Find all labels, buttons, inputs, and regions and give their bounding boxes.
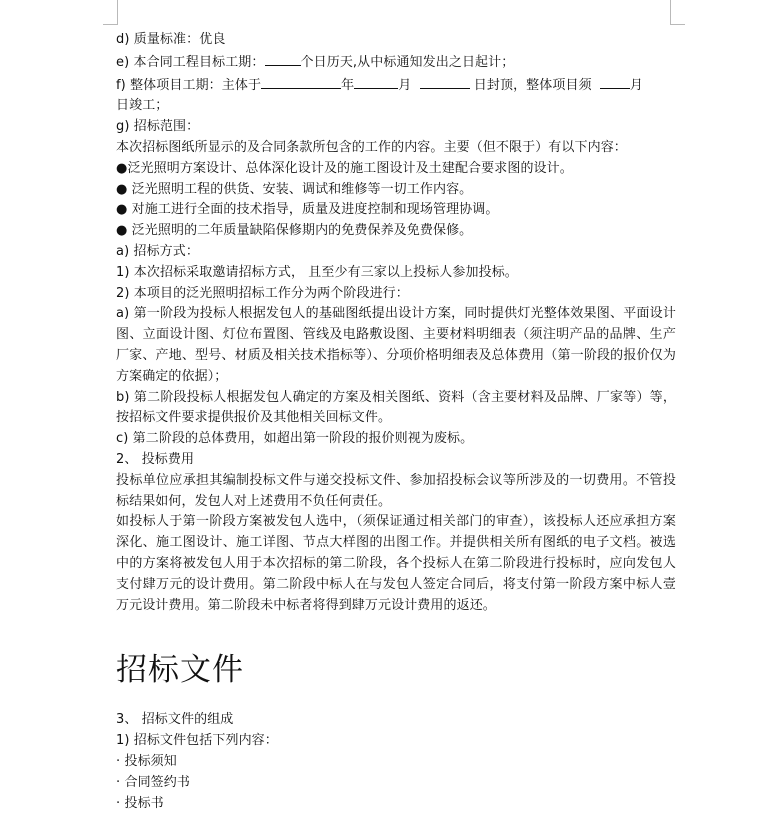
scope-item-1: ●泛光照明方案设计、总体深化设计及的施工图设计及土建配合要求图的设计。 [116,160,573,176]
document-body[interactable] [116,30,676,814]
page-corner-mark-right [670,0,685,25]
method-item-2: 2) 本项目的泛光照明招标工作分为两个阶段进行： [116,285,409,301]
contract-period-label: e) 本合同工程目标工期： [116,54,265,70]
scope-title: g) 招标范围： [116,119,200,135]
composition-title: 3、 招标文件的组成 [116,712,234,728]
stage-c-line: c) 第二阶段的总体费用，如超出第一阶段的报价则视为废标。 [116,431,474,447]
blank-underline [354,74,398,89]
overall-period-end: 日竣工； [116,98,169,114]
scope-item-3: ● 对施工进行全面的技术指导，质量及进度控制和现场管理协调。 [116,202,499,218]
composition-item-1: · 投标须知 [116,753,177,769]
composition-item-3: · 投标书 [116,795,164,811]
scope-item-4: ● 泛光照明的二年质量缺陷保修期内的免费保养及免费保修。 [116,223,473,239]
blank-underline [265,51,301,66]
method-item-1: 1) 本次招标采取邀请招标方式， 且至少有三家以上投标人参加投标。 [116,264,518,280]
scope-intro: 本次招标图纸所显示的及合同条款所包含的工作的内容。主要（但不限于）有以下内容： [116,139,627,155]
topping-label: 日封顶，整体项目须 [473,77,592,93]
method-title: a) 招标方式： [116,243,199,259]
design-fee-paragraph: 如投标人于第一阶段方案被发包人选中，（须保证通过相关部门的审查），该投标人还应承担方案深化、施工图设计、施工详图、节点大样图的出图工作。并提供相关所有图纸的电子文档。被选中的方案将被发包人用于本次招标的第二阶段，各个投标人在第二阶段进行投标时，应向发包人支付肆万元的设计费用。第二阶段中标人在与发包人签定合同后，将支付第一阶段方案中标人壹万元设计费用。第二阶段未中标者将得到肆万元设计费用的返还。 [116,514,676,613]
composition-item-2: · 合同签约书 [116,774,190,790]
stage-b-paragraph: b) 第二阶段投标人根据发包人确定的方案及相关图纸、资料（含主要材料及品牌、厂家等）等，按招标文件要求提供报价及其他相关回标文件。 [116,389,676,426]
scope-item-2: ● 泛光照明工程的供货、安装、调试和维修等一切工作内容。 [116,181,473,197]
contract-period-suffix: 个日历天,从中标通知发出之日起计； [300,54,515,70]
month-label: 月 [398,77,412,93]
month-label-2: 月 [629,77,644,93]
contract-period-line [116,51,676,74]
stage-a-paragraph: a) 第一阶段为投标人根据发包人的基础图纸提出设计方案，同时提供灯光整体效果图、平面设计图、立面设计图、灯位布置图、管线及电路敷设图、主要材料明细表（须注明产品的品牌、生产厂家、产地、型号、材质及相关技术指标等）、分项价格明细表及总体费用（第一阶段的报价仅为方案确定的依据）； [116,306,676,384]
blank-underline [600,74,630,89]
quality-standard-line: d) 质量标准：优良 [116,32,226,47]
cost-paragraph: 投标单位应承担其编制投标文件与递交投标文件、参加招投标会议等所涉及的一切费用。不管投标结果如何，发包人对上述费用不负任何责任。 [116,472,676,509]
blank-underline [261,74,341,89]
page-corner-mark-left [103,0,118,25]
section-heading: 招标文件 [116,652,244,689]
overall-period-line [116,74,676,97]
blank-underline [420,74,470,89]
cost-title: 2、 投标费用 [116,451,195,467]
year-label: 年 [341,77,355,93]
composition-intro: 1) 招标文件包括下列内容： [116,733,278,749]
overall-period-label: f) 整体项目工期：主体于 [116,77,262,93]
